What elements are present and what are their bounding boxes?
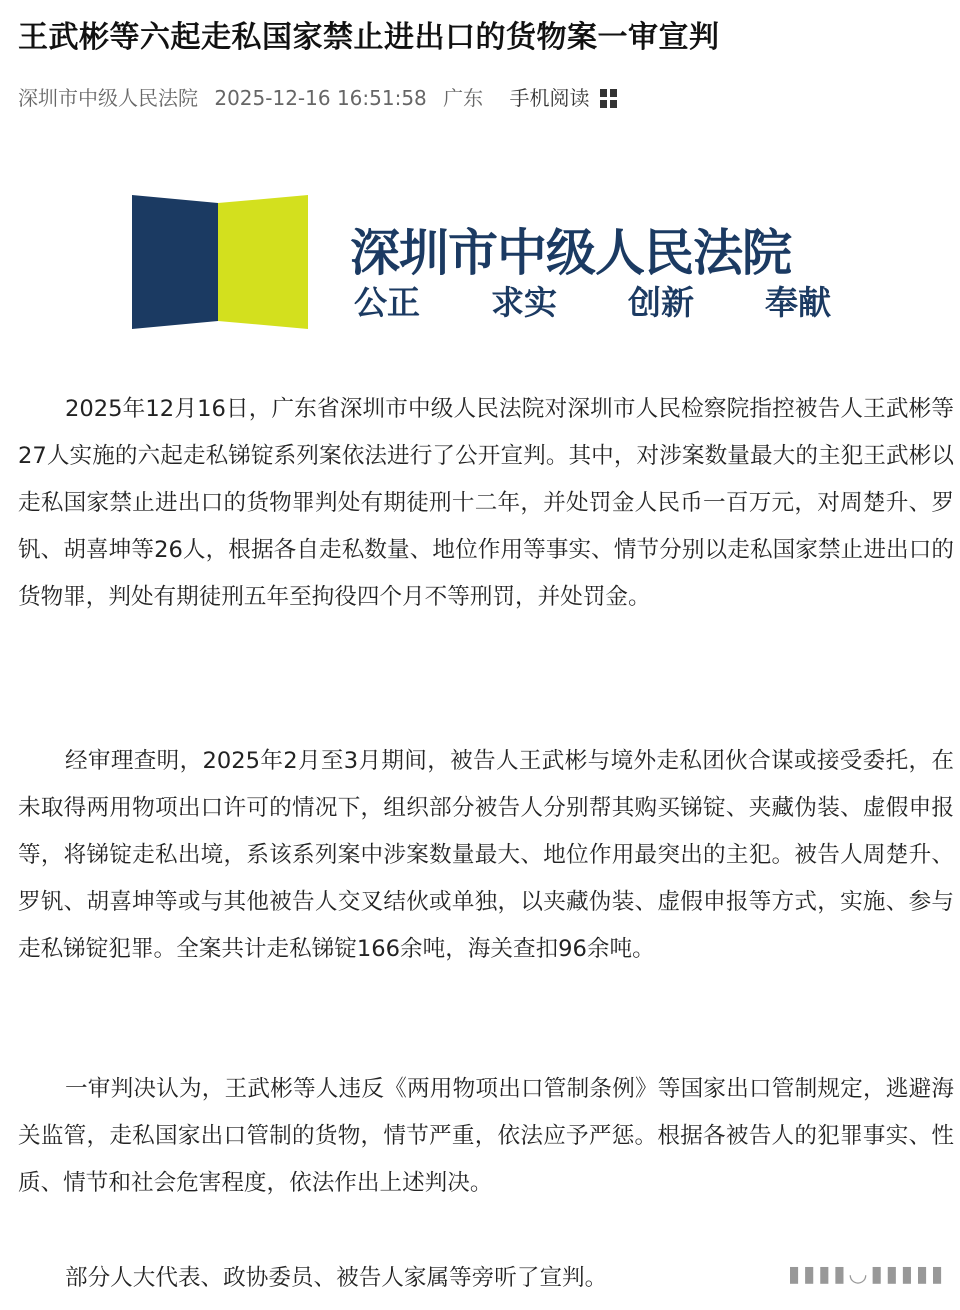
court-name: 深圳市中级人民法院 [350, 224, 791, 282]
publish-datetime: 2025-12-16 16:51:58 [214, 86, 427, 110]
logo-blue-block [132, 195, 218, 329]
article-meta [18, 82, 627, 111]
mobile-read-label: 手机阅读 [509, 86, 590, 110]
logo-yellow-block [218, 195, 308, 329]
court-slogan [354, 277, 902, 324]
court-banner [132, 195, 852, 329]
slogan-word: 求实 [491, 283, 557, 322]
paragraph: 经审理查明，2025年2月至3月期间，被告人王武彬与境外走私团伙合谋或接受委托，在未取得两用物项出口许可的情况下，组织部分被告人分别帮其购买锑锭、夹藏伪装、虚假申报等，将锑锭走私出境，系该系列案中涉案数量最大、地位作用最突出的主犯。被告人周楚升、罗钒、胡喜坤等或与其他被告人交叉结伙或单独，以夹藏伪装、虚假申报等方式，实施、参与走私锑锭犯罪。全案共计走私锑锭166余吨，海关查扣96余吨。 [18, 748, 954, 962]
article-title: 王武彬等六起走私国家禁止进出口的货物案一审宣判 [18, 20, 720, 55]
paragraph: 2025年12月16日，广东省深圳市中级人民法院对深圳市人民检察院指控被告人王武彬等27人实施的六起走私锑锭系列案依法进行了公开宣判。其中，对涉案数量最大的主犯王武彬以走私国家禁止进出口的货物罪判处有期徒刑十二年，并处罚金人民币一百万元，对周楚升、罗钒、胡喜坤等26人，根据各自走私数量、地位作用等事实、情节分别以走私国家禁止进出口的货物罪，判处有期徒刑五年至拘役四个月不等刑罚，并处罚金。 [18, 396, 954, 610]
slogan-word: 创新 [628, 283, 694, 322]
slogan-word: 奉献 [765, 283, 831, 322]
region: 广东 [443, 86, 484, 110]
slogan-word: 公正 [354, 283, 420, 322]
source-link[interactable]: 深圳市中级人民法院 [18, 86, 198, 110]
mobile-read-button[interactable] [510, 86, 617, 110]
qr-code-icon [600, 89, 617, 108]
watermark-icon: ▮▮▮▮◡▮▮▮▮▮ [788, 1262, 947, 1287]
paragraph: 部分人大代表、政协委员、被告人家属等旁听了宣判。 [65, 1265, 608, 1291]
paragraph: 一审判决认为，王武彬等人违反《两用物项出口管制条例》等国家出口管制规定，逃避海关监管，走私国家出口管制的货物，情节严重，依法应予严惩。根据各被告人的犯罪事实、性质、情节和社会危害程度，依法作出上述判决。 [18, 1076, 954, 1196]
